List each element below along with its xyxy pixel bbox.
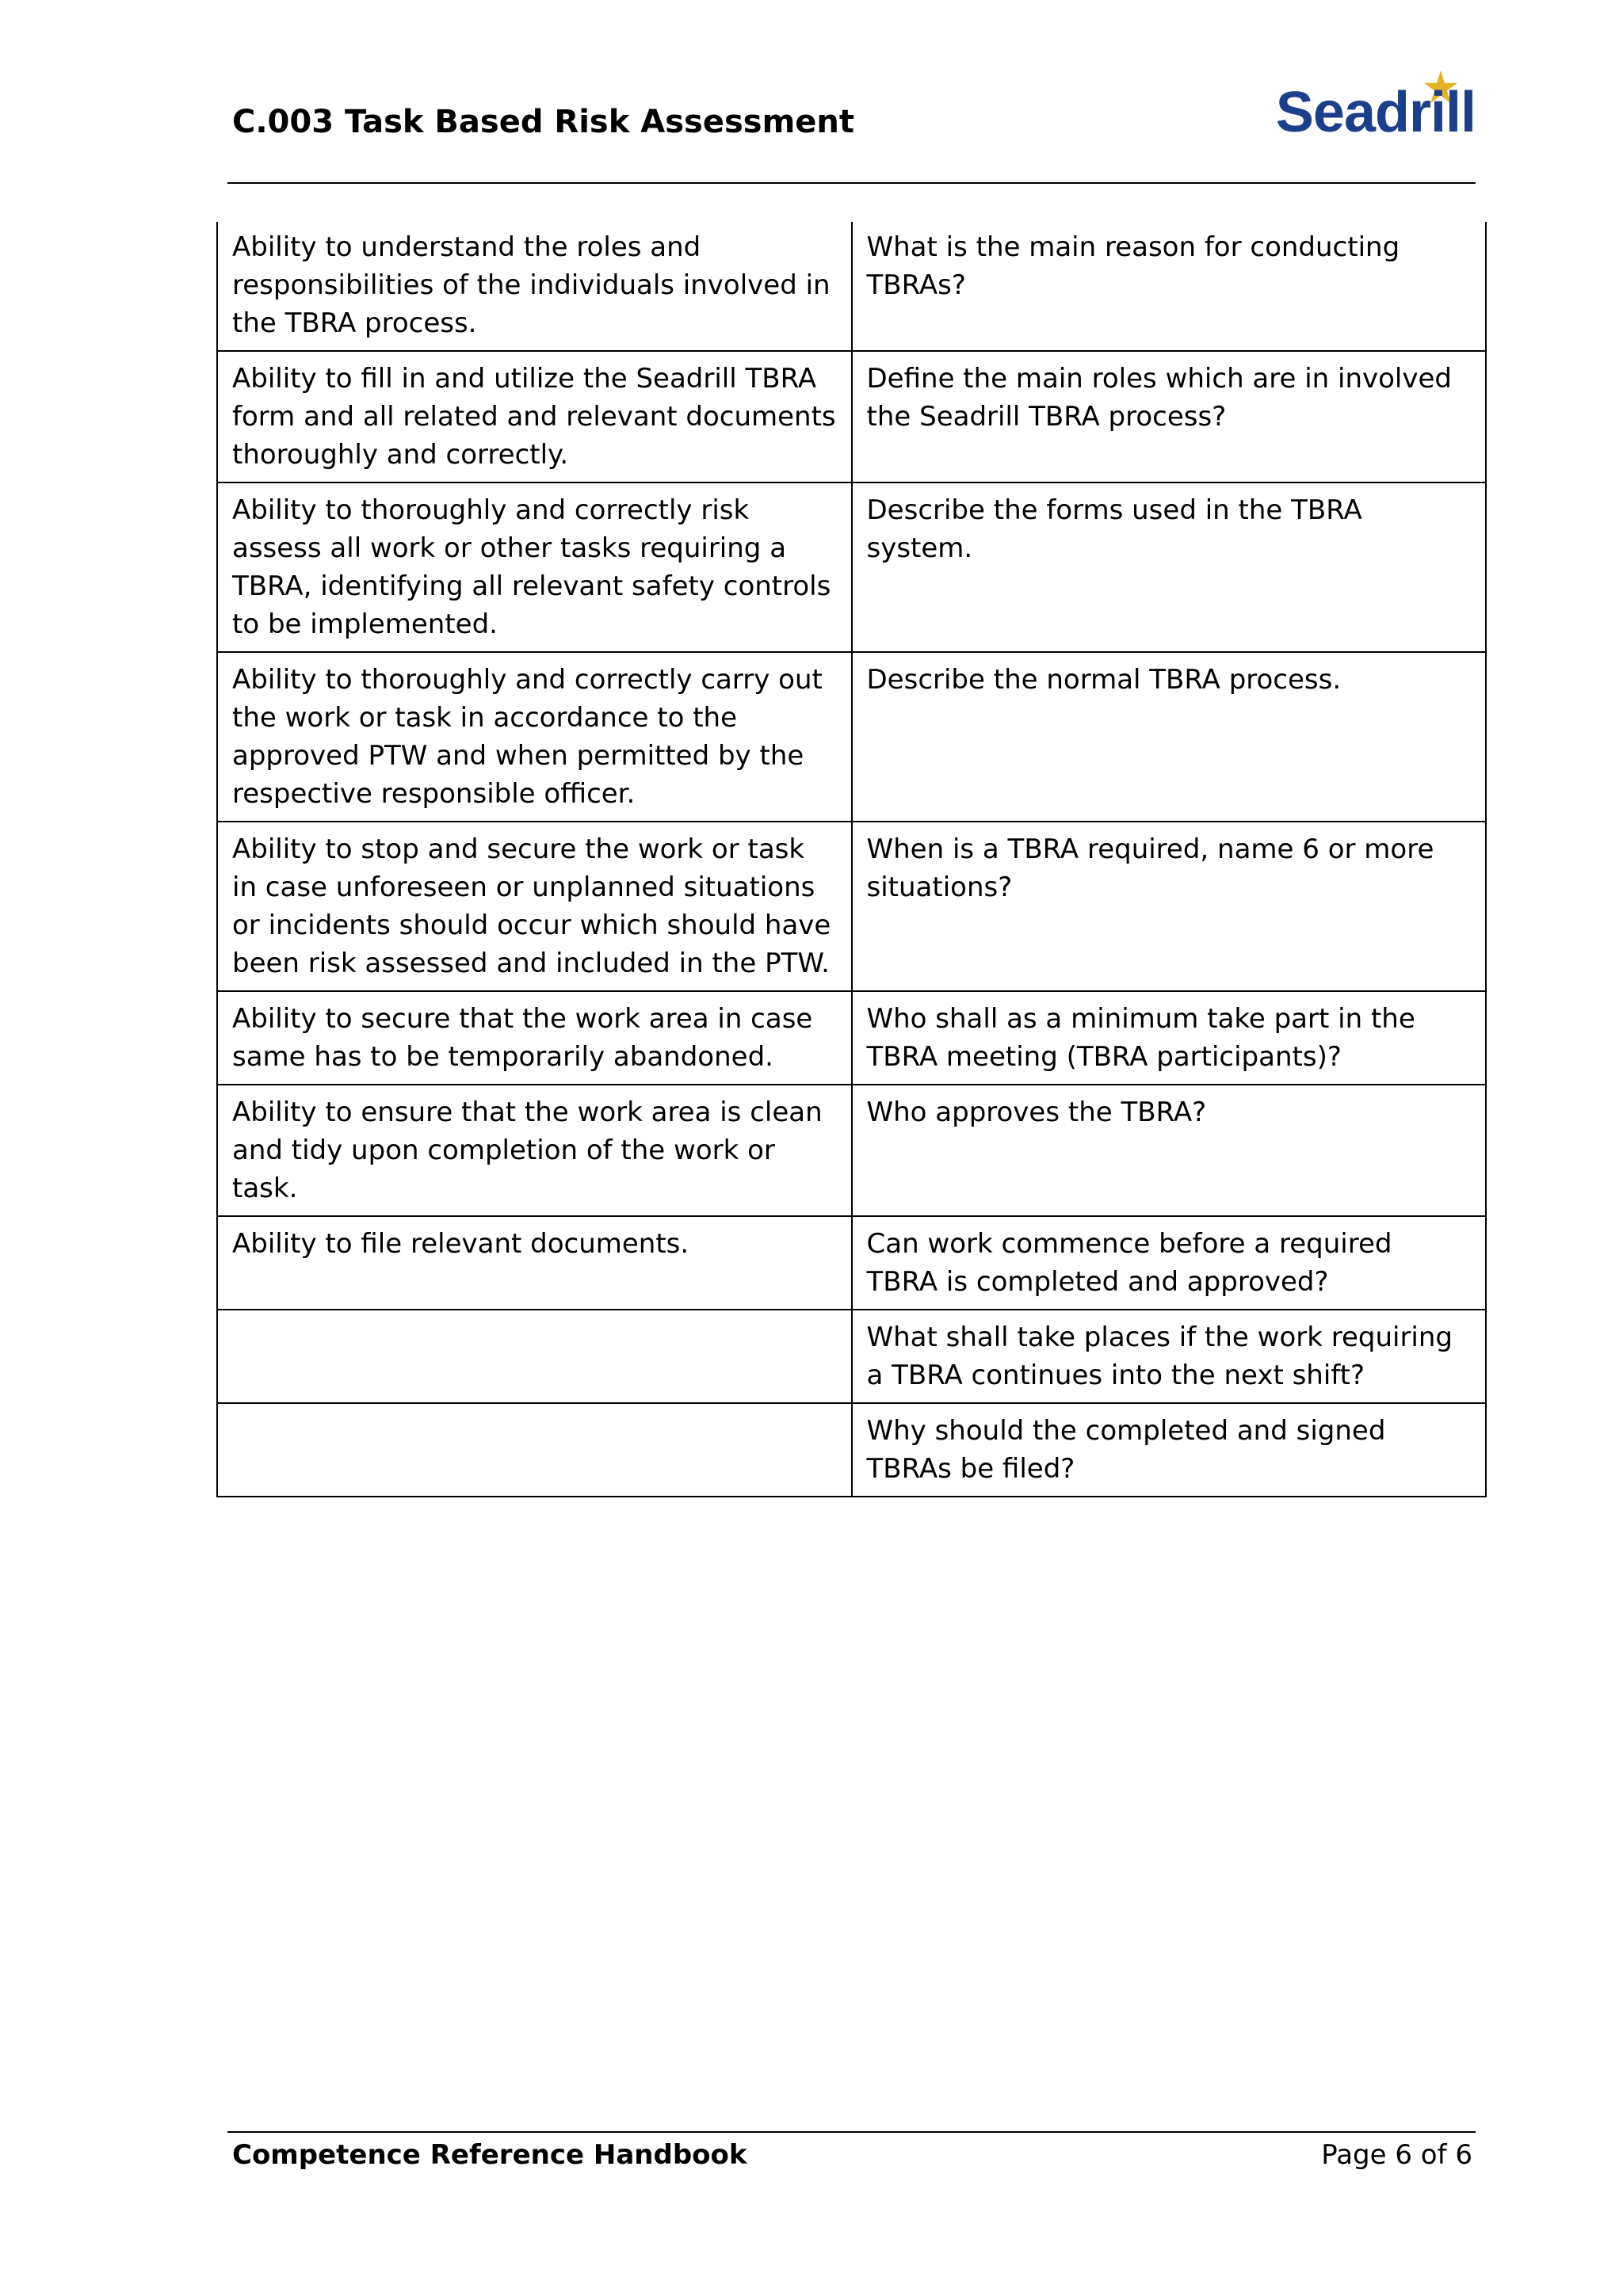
competence-cell: Ability to understand the roles and responsibilities of the individuals involved in the TBRA process. xyxy=(217,222,852,351)
competence-cell xyxy=(217,1310,852,1403)
table-row xyxy=(217,1310,1486,1403)
table-row xyxy=(217,652,1486,822)
question-cell: When is a TBRA required, name 6 or more situations? xyxy=(852,822,1487,991)
document-title: C.003 Task Based Risk Assessment xyxy=(232,104,854,140)
logo-wordmark: Seadrill xyxy=(1275,81,1476,144)
competence-cell: Ability to stop and secure the work or task in case unforeseen or unplanned situations or incidents should occur which should have been risk assessed and included in the PTW. xyxy=(217,822,852,991)
table-row xyxy=(217,351,1486,482)
question-cell: Define the main roles which are in involved the Seadrill TBRA process? xyxy=(852,351,1487,482)
table-row xyxy=(217,822,1486,991)
page-header xyxy=(227,81,1476,181)
question-cell: Why should the completed and signed TBRAs be filed? xyxy=(852,1403,1487,1497)
table-row xyxy=(217,1216,1486,1310)
table-row xyxy=(217,991,1486,1085)
question-cell: Describe the forms used in the TBRA system. xyxy=(852,482,1487,652)
competence-cell: Ability to thoroughly and correctly carry out the work or task in accordance to the approved PTW and when permitted by the respective responsible officer. xyxy=(217,652,852,822)
competence-cell: Ability to secure that the work area in case same has to be temporarily abandoned. xyxy=(217,991,852,1085)
question-cell: What is the main reason for conducting TBRAs? xyxy=(852,222,1487,351)
competence-cell xyxy=(217,1403,852,1497)
competence-cell: Ability to thoroughly and correctly risk assess all work or other tasks requiring a TBRA, identifying all relevant safety controls to be implemented. xyxy=(217,482,852,652)
competence-cell: Ability to fill in and utilize the Seadrill TBRA form and all related and relevant documents thoroughly and correctly. xyxy=(217,351,852,482)
footer-handbook-title: Competence Reference Handbook xyxy=(232,2139,747,2171)
seadrill-logo xyxy=(1270,70,1476,149)
page-number: Page 6 of 6 xyxy=(1321,2139,1472,2171)
question-cell: Who shall as a minimum take part in the TBRA meeting (TBRA participants)? xyxy=(852,991,1487,1085)
competence-table xyxy=(216,222,1487,1497)
footer-divider xyxy=(227,2131,1476,2133)
question-cell: What shall take places if the work requiring a TBRA continues into the next shift? xyxy=(852,1310,1487,1403)
table-row xyxy=(217,482,1486,652)
question-cell: Can work commence before a required TBRA is completed and approved? xyxy=(852,1216,1487,1310)
table-row xyxy=(217,1403,1486,1497)
header-divider xyxy=(227,182,1476,184)
table-row xyxy=(217,1085,1486,1216)
question-cell: Who approves the TBRA? xyxy=(852,1085,1487,1216)
table-row xyxy=(217,222,1486,351)
competence-cell: Ability to ensure that the work area is clean and tidy upon completion of the work or task. xyxy=(217,1085,852,1216)
competence-cell: Ability to file relevant documents. xyxy=(217,1216,852,1310)
question-cell: Describe the normal TBRA process. xyxy=(852,652,1487,822)
